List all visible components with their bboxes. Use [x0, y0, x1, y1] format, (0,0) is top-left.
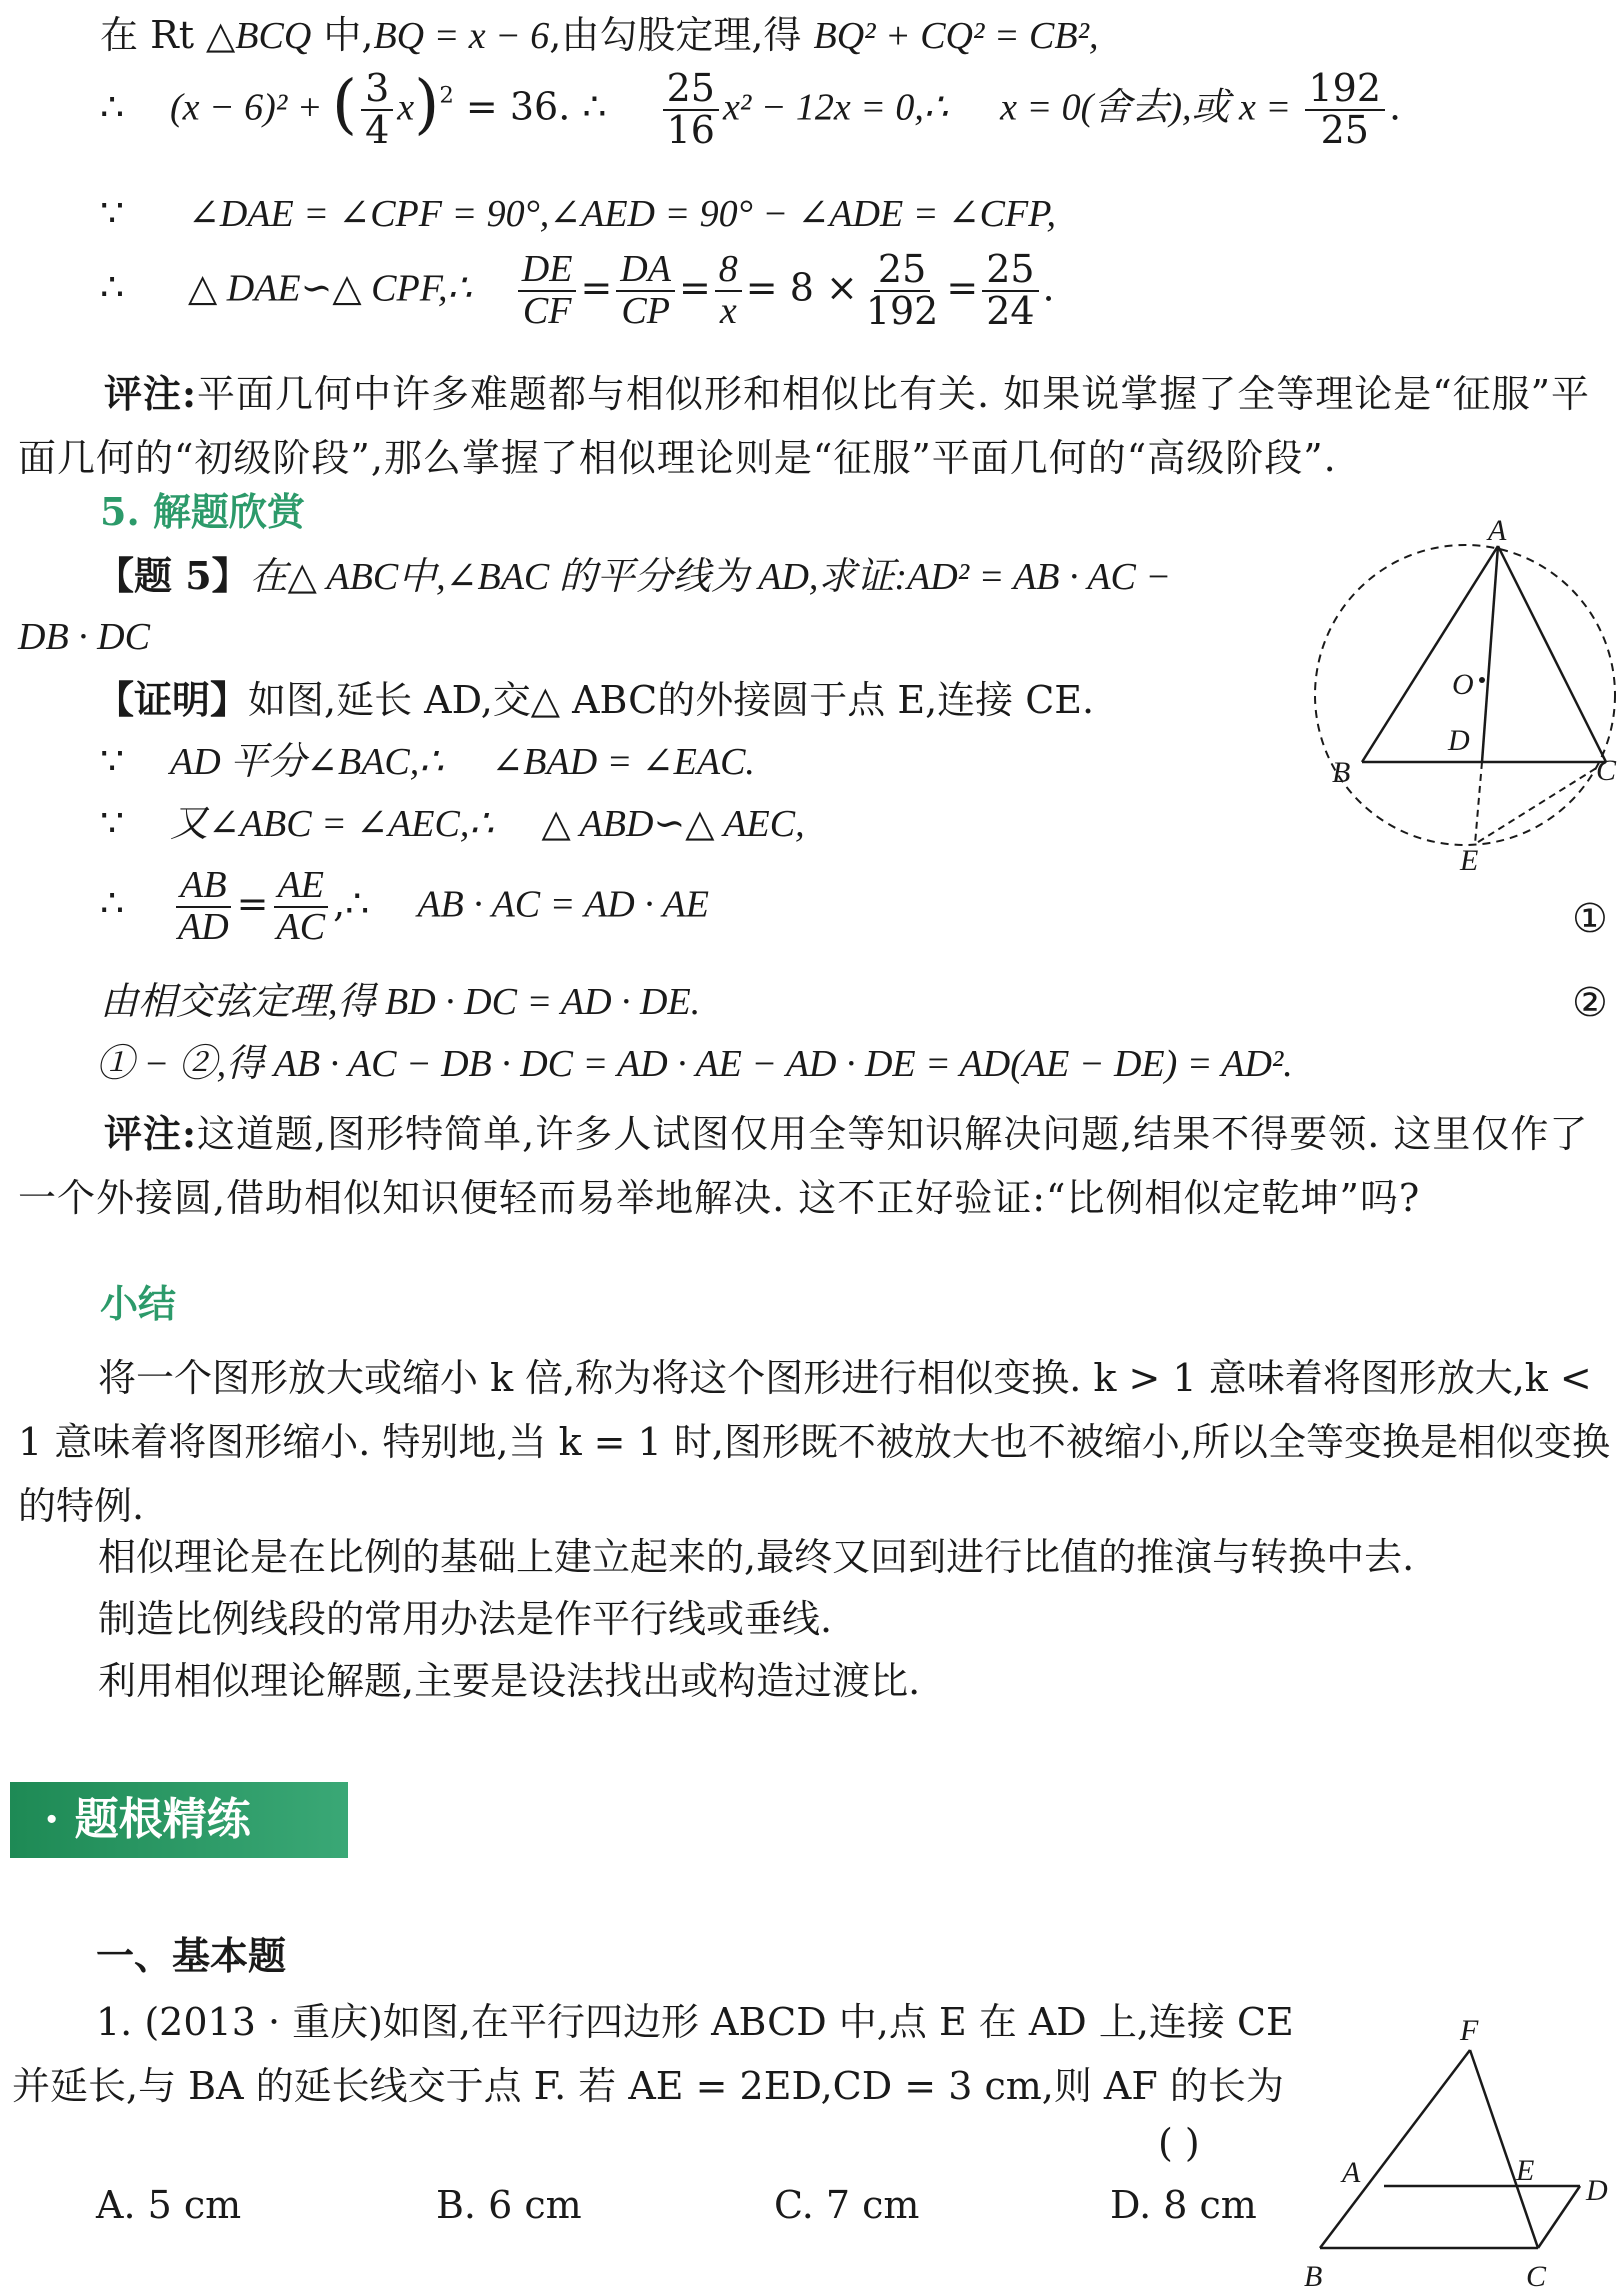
center-point [1479, 677, 1485, 683]
proof-intro: 【证明】如图,延长 AD,交△ ABC的外接圆于点 E,连接 CE. [96, 677, 1095, 722]
fraction-de-cf: $\frac{DE}{CF}$ [518, 250, 577, 332]
proof-line-5: ① − ②,得 AB · AC − DB · DC = AD · AE − AD · DE = AD(AE − DE) = AD². [96, 1043, 1293, 1085]
label-e: E [1460, 844, 1479, 870]
question-1-answer-paren: ( ) [1158, 2121, 1200, 2165]
section-banner: · 题根精练 [10, 1782, 348, 1858]
summary-p3: 制造比例线段的常用办法是作平行线或垂线. [98, 1597, 833, 1641]
equation-number-1: ① [1572, 896, 1608, 942]
fraction-25-16: $\frac{25}{16}$ [663, 69, 719, 151]
proof-line-2: ∵ 又∠ABC = ∠AEC,∴ △ ABD∽△ AEC, [100, 801, 805, 845]
label-d: D [1448, 724, 1470, 757]
line-3: ∵ ∠DAE = ∠CPF = 90°,∠AED = 90° − ∠ADE = ∠CFP, [100, 191, 1057, 235]
comment-2: 评注:这道题,图形特简单,许多人试图仅用全等知识解决问题,结果不得要领. 这里仅作了一个外接圆,借助相似知识便轻而易举地解决. 这不正好验证:“比例相似定乾坤”吗? [18, 1111, 1589, 1220]
figure-circumcircle [1310, 510, 1620, 870]
label-a: A [1342, 2156, 1361, 2189]
section-5-title: 5. 解题欣赏 [100, 489, 305, 534]
segment-de [1475, 762, 1482, 844]
summary-title: 小结 [100, 1281, 177, 1326]
fraction-da-cp: $\frac{DA}{CP}$ [616, 250, 675, 332]
label-d: D [1586, 2174, 1608, 2207]
proof-line-4: 由相交弦定理,得 BD · DC = AD · DE. [100, 981, 701, 1023]
option-a: A. 5 cm [96, 2183, 242, 2227]
option-b: B. 6 cm [436, 2183, 582, 2227]
fraction-25-192: $\frac{25}{192}$ [865, 247, 939, 333]
option-d: D. 8 cm [1110, 2183, 1257, 2227]
line-1: 在 Rt △BCQ 中,BQ = x − 6,由勾股定理,得 BQ² + CQ² = CB², [100, 13, 1099, 57]
label-c: C [1596, 754, 1617, 787]
segment-ac [1498, 546, 1606, 762]
label-o: O [1452, 668, 1474, 701]
basic-title: 一、基本题 [96, 1933, 287, 1978]
line-4: ∴ △ DAE∽△ CPF,∴ $\frac{DE}{CF}$ = $\frac{DA}{CP}$ = $\frac{8}{x}$ = 8 × $\frac{25}{192}$ = $\frac{25}{24}$ . [100, 247, 1055, 333]
option-c: C. 7 cm [774, 2183, 920, 2227]
label-b: B [1304, 2260, 1323, 2293]
label-c: C [1526, 2260, 1547, 2293]
proof-line-1: ∵ AD 平分∠BAC,∴ ∠BAD = ∠EAC. [100, 739, 755, 783]
label-f: F [1460, 2014, 1479, 2047]
segment-fc [1470, 2050, 1538, 2248]
label-b: B [1332, 756, 1351, 789]
question-1: 1. (2013 · 重庆)如图,在平行四边形 ABCD 中,点 E 在 AD 上,连接 CE 并延长,与 BA 的延长线交于点 F. 若 AE = 2ED,CD = 3 cm,则 AF 的长为 [12, 2000, 1294, 2108]
label-e: E [1516, 2154, 1535, 2187]
summary-p2: 相似理论是在比例的基础上建立起来的,最终又回到进行比值的推演与转换中去. [98, 1535, 1415, 1579]
proof-line-3: ∴ $\frac{AB}{AD}$ = $\frac{AE}{AC}$ ,∴ AB · AC = AD · AE [100, 864, 709, 948]
figure-parallelogram [1300, 2010, 1620, 2293]
segment-fb [1320, 2050, 1470, 2248]
problem-5: 【题 5】在△ ABC中,∠BAC 的平分线为 AD,求证:AD² = AB · AC − [96, 553, 1172, 598]
segment-ab [1362, 546, 1498, 762]
comment-1: 评注:平面几何中许多难题都与相似形和相似比有关. 如果说掌握了全等理论是“征服”平面几何的“初级阶段”,那么掌握了相似理论则是“征服”平面几何的“高级阶段”. [18, 371, 1591, 480]
problem-5-cont: DB · DC [18, 616, 150, 658]
summary-p1: 将一个图形放大或缩小 k 倍,称为将这个图形进行相似变换. k > 1 意味着将图形放大,k < 1 意味着将图形缩小. 特别地,当 k = 1 时,图形既不被放大也不被缩小,所以全等变换是相似变换的特例. [18, 1356, 1611, 1528]
segment-dc [1538, 2186, 1580, 2248]
segment-ad [1482, 546, 1498, 762]
label-a: A [1488, 514, 1507, 547]
summary-p4: 利用相似理论解题,主要是设法找出或构造过渡比. [98, 1659, 921, 1703]
equation-number-2: ② [1572, 980, 1608, 1026]
fraction-192-25: $\frac{192}{25}$ [1305, 69, 1386, 151]
fraction-8-x: $\frac{8}{x}$ [715, 250, 742, 332]
line-2: ∴ (x − 6)² + ( $\frac{3}{4}$ x)$^2$ = 36. ∴ $\frac{25}{16}$ x² − 12x = 0,∴ x = 0(舍去),或 x = $\frac{192}{25}$ . [100, 66, 1402, 153]
segment-ce [1475, 762, 1606, 844]
fraction-25-24: $\frac{25}{24}$ [982, 250, 1038, 332]
fraction-3-4: $\frac{3}{4}$ [361, 69, 393, 151]
